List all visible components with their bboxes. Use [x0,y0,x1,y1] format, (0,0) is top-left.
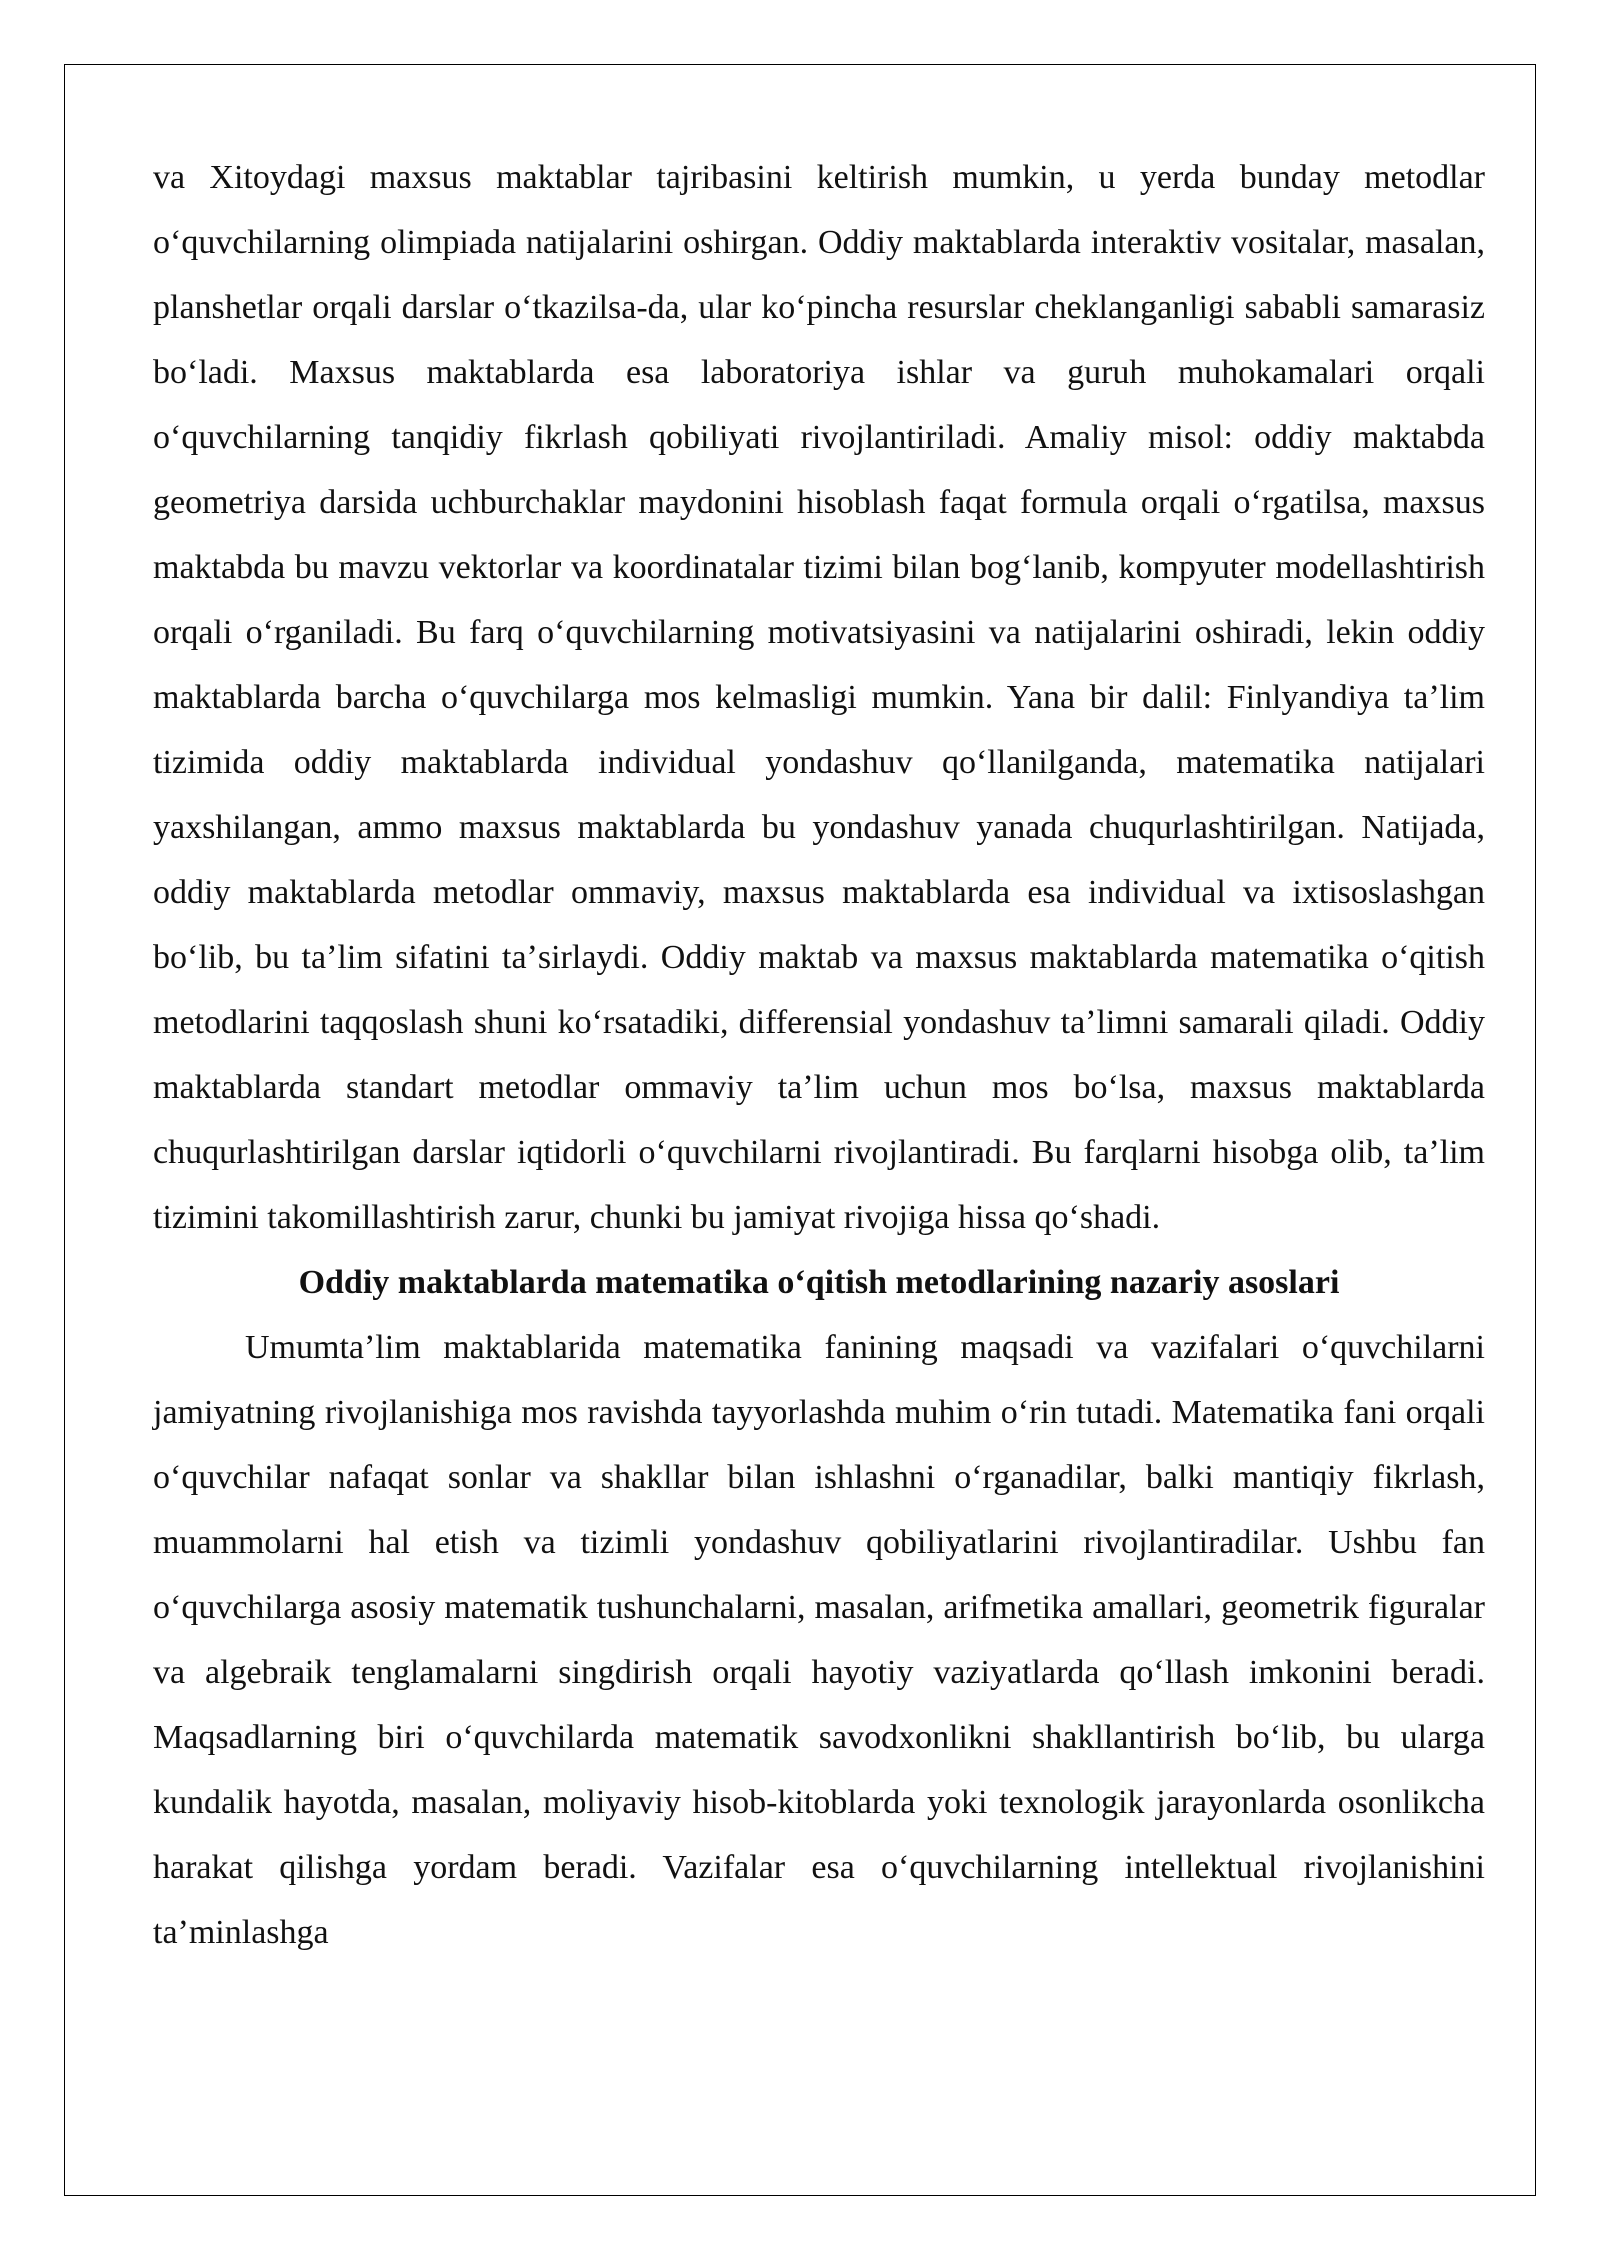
paragraph-continuation: va Xitoydagi maxsus maktablar tajribasini keltirish mumkin, u yerda bunday metodlar oʻquvchilarning olimpiada natijalarini oshirgan. Oddiy maktablarda interaktiv vositalar, masalan, planshetlar orqali darslar oʻtkazilsa-da, ular koʻpincha resurslar cheklanganligi sababli samarasiz boʻladi. Maxsus maktablarda esa laboratoriya ishlar va guruh muhokamalari orqali oʻquvchilarning tanqidiy fikrlash qobiliyati rivojlantiriladi. Amaliy misol: oddiy maktabda geometriya darsida uchburchaklar maydonini hisoblash faqat formula orqali oʻrgatilsa, maxsus maktabda bu mavzu vektorlar va koordinatalar tizimi bilan bogʻlanib, kompyuter modellashtirish orqali oʻrganiladi. Bu farq oʻquvchilarning motivatsiyasini va natijalarini oshiradi, lekin oddiy maktablarda barcha oʻquvchilarga mos kelmasligi mumkin. Yana bir dalil: Finlyandiya taʼlim tizimida oddiy maktablarda individual yondashuv qoʻllanilganda, matematika natijalari yaxshilangan, ammo maxsus maktablarda bu yondashuv yanada chuqurlashtirilgan. Natijada, oddiy maktablarda metodlar ommaviy, maxsus maktablarda esa individual va ixtisoslashgan boʻlib, bu taʼlim sifatini taʼsirlaydi. Oddiy maktab va maxsus maktablarda matematika oʻqitish metodlarini taqqoslash shuni koʻrsatadiki, differensial yondashuv taʼlimni samarali qiladi. Oddiy maktablarda standart metodlar ommaviy taʼlim uchun mos boʻlsa, maxsus maktablarda chuqurlashtirilgan darslar iqtidorli oʻquvchilarni rivojlantiradi. Bu farqlarni hisobga olib, taʼlim tizimini takomillashtirish zarur, chunki bu jamiyat rivojiga hissa qoʻshadi. [153,159,1485,1236]
section-heading: Oddiy maktablarda matematika oʻqitish metodlarining nazariy asoslari [298,1264,1340,1301]
document-body [153,145,1485,1965]
paragraph-body: Umumtaʼlim maktablarida matematika fanining maqsadi va vazifalari oʻquvchilarni jamiyatning rivojlanishiga mos ravishda tayyorlashda muhim oʻrin tutadi. Matematika fani orqali oʻquvchilar nafaqat sonlar va shakllar bilan ishlashni oʻrganadilar, balki mantiqiy fikrlash, muammolarni hal etish va tizimli yondashuv qobiliyatlarini rivojlantiradilar. Ushbu fan oʻquvchilarga asosiy matematik tushunchalarni, masalan, arifmetika amallari, geometrik figuralar va algebraik tenglamalarni singdirish orqali hayotiy vaziyatlarda qoʻllash imkonini beradi. Maqsadlarning biri oʻquvchilarda matematik savodxonlikni shakllantirish boʻlib, bu ularga kundalik hayotda, masalan, moliyaviy hisob-kitoblarda yoki texnologik jarayonlarda osonlikcha harakat qilishga yordam beradi. Vazifalar esa oʻquvchilarning intellektual rivojlanishini taʼminlashga [153,1329,1485,1951]
